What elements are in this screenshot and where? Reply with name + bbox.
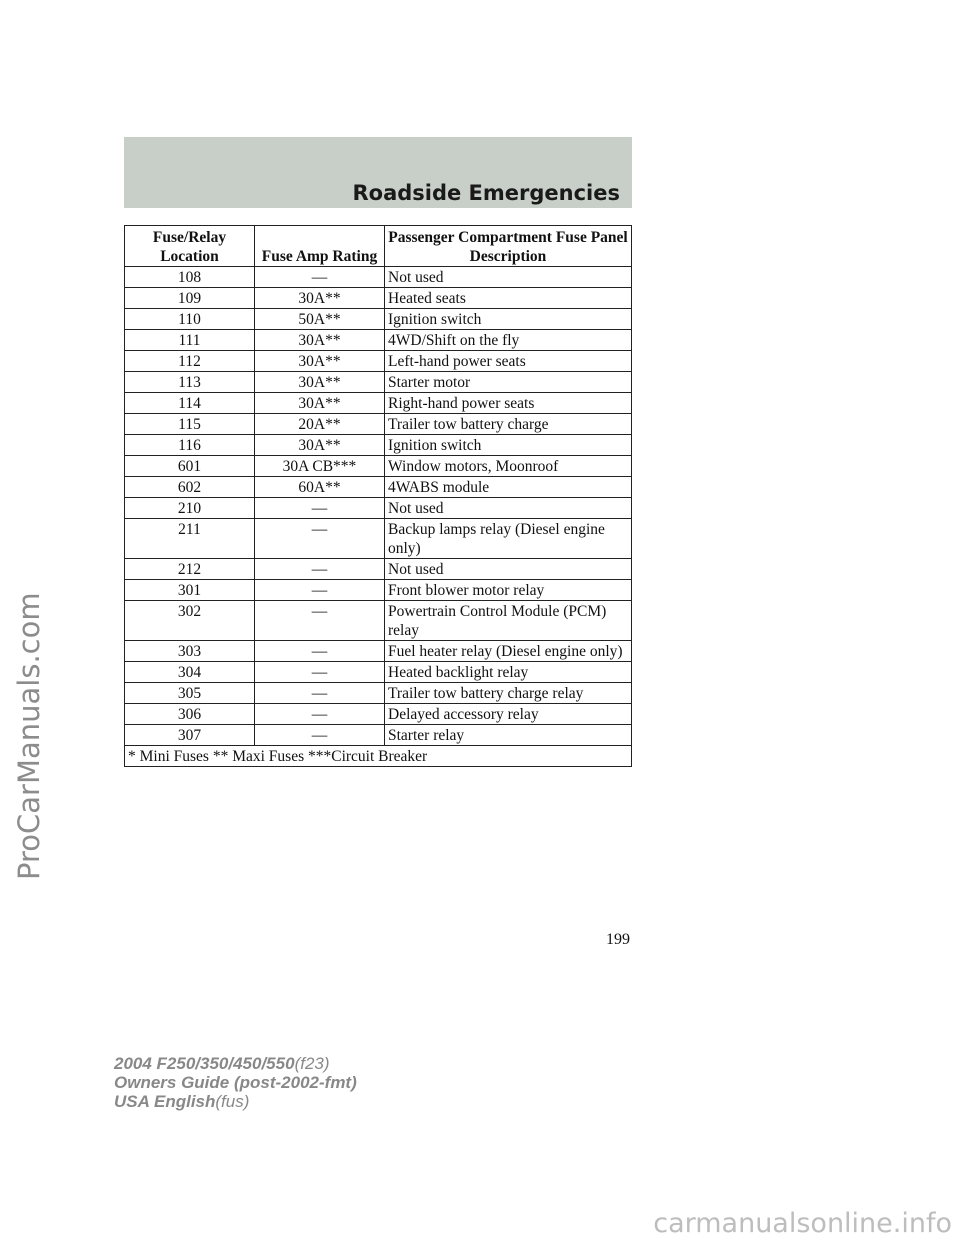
table-row (125, 498, 632, 519)
cell-amp-rating: 20A** (255, 414, 385, 435)
table-row (125, 309, 632, 330)
cell-amp-rating: 60A** (255, 477, 385, 498)
cell-amp-rating: 30A** (255, 288, 385, 309)
cell-description: Not used (385, 498, 632, 519)
cell-location: 111 (125, 330, 255, 351)
cell-description: Heated seats (385, 288, 632, 309)
cell-description: Right-hand power seats (385, 393, 632, 414)
section-title: Roadside Emergencies (352, 181, 620, 205)
table-row (125, 704, 632, 725)
cell-description: Left-hand power seats (385, 351, 632, 372)
cell-location: 109 (125, 288, 255, 309)
cell-description: Starter motor (385, 372, 632, 393)
table-row (125, 662, 632, 683)
table-row (125, 393, 632, 414)
cell-amp-rating: 30A** (255, 330, 385, 351)
cell-description: Window motors, Moonroof (385, 456, 632, 477)
cell-location: 108 (125, 267, 255, 288)
table-row (125, 580, 632, 601)
cell-description: Heated backlight relay (385, 662, 632, 683)
cell-description: Starter relay (385, 725, 632, 746)
table-row (125, 683, 632, 704)
footer-model-code: (f23) (294, 1054, 330, 1073)
cell-description: Ignition switch (385, 309, 632, 330)
watermark-procarmanuals: ProCarManuals.com (12, 592, 46, 880)
cell-location: 115 (125, 414, 255, 435)
cell-amp-rating: — (255, 704, 385, 725)
document-footer (114, 1054, 357, 1111)
cell-amp-rating: 30A CB*** (255, 456, 385, 477)
table-row (125, 559, 632, 580)
cell-description: Delayed accessory relay (385, 704, 632, 725)
table-row (125, 519, 632, 559)
watermark-carmanualsonline: carmanualsonline.info (653, 1208, 952, 1239)
cell-amp-rating: 30A** (255, 351, 385, 372)
table-footnote-row (125, 746, 632, 767)
cell-description: Trailer tow battery charge relay (385, 683, 632, 704)
footer-guide: Owners Guide (post-2002-fmt) (114, 1073, 357, 1092)
cell-amp-rating: 30A** (255, 393, 385, 414)
cell-location: 301 (125, 580, 255, 601)
cell-amp-rating: — (255, 601, 385, 641)
footer-model: 2004 F250/350/450/550 (114, 1054, 295, 1073)
cell-location: 211 (125, 519, 255, 559)
fuse-table (124, 225, 632, 767)
cell-description: 4WABS module (385, 477, 632, 498)
cell-amp-rating: — (255, 267, 385, 288)
cell-description: Fuel heater relay (Diesel engine only) (385, 641, 632, 662)
table-row (125, 435, 632, 456)
cell-location: 601 (125, 456, 255, 477)
table-row (125, 414, 632, 435)
cell-location: 307 (125, 725, 255, 746)
table-row (125, 267, 632, 288)
table-header-row (125, 226, 632, 267)
table-row (125, 351, 632, 372)
table-footnote: * Mini Fuses ** Maxi Fuses ***Circuit Breaker (125, 746, 632, 767)
cell-location: 112 (125, 351, 255, 372)
footer-language: USA English (114, 1092, 216, 1111)
cell-location: 116 (125, 435, 255, 456)
cell-description: 4WD/Shift on the fly (385, 330, 632, 351)
table-row (125, 288, 632, 309)
column-header-description: Passenger Compartment Fuse Panel Description (385, 226, 632, 267)
cell-description: Trailer tow battery charge (385, 414, 632, 435)
cell-description: Front blower motor relay (385, 580, 632, 601)
cell-location: 304 (125, 662, 255, 683)
cell-amp-rating: — (255, 641, 385, 662)
cell-location: 210 (125, 498, 255, 519)
table-row (125, 641, 632, 662)
cell-amp-rating: — (255, 683, 385, 704)
cell-location: 306 (125, 704, 255, 725)
cell-amp-rating: 30A** (255, 435, 385, 456)
cell-amp-rating: — (255, 580, 385, 601)
table-row (125, 477, 632, 498)
table-row (125, 601, 632, 641)
cell-amp-rating: — (255, 662, 385, 683)
cell-amp-rating: 50A** (255, 309, 385, 330)
cell-description: Powertrain Control Module (PCM) relay (385, 601, 632, 641)
cell-location: 113 (125, 372, 255, 393)
cell-description: Not used (385, 559, 632, 580)
cell-amp-rating: — (255, 725, 385, 746)
page-number: 199 (606, 931, 630, 948)
cell-amp-rating: — (255, 498, 385, 519)
column-header-amp-rating: Fuse Amp Rating (255, 226, 385, 267)
fuse-table-body (125, 267, 632, 746)
cell-location: 302 (125, 601, 255, 641)
cell-amp-rating: — (255, 559, 385, 580)
column-header-location: Fuse/Relay Location (125, 226, 255, 267)
cell-description: Not used (385, 267, 632, 288)
cell-location: 212 (125, 559, 255, 580)
cell-location: 110 (125, 309, 255, 330)
cell-location: 602 (125, 477, 255, 498)
cell-description: Ignition switch (385, 435, 632, 456)
cell-amp-rating: — (255, 519, 385, 559)
cell-location: 114 (125, 393, 255, 414)
section-header-band (124, 137, 632, 208)
cell-location: 305 (125, 683, 255, 704)
table-row (125, 456, 632, 477)
table-row (125, 330, 632, 351)
table-row (125, 725, 632, 746)
cell-amp-rating: 30A** (255, 372, 385, 393)
cell-description: Backup lamps relay (Diesel engine only) (385, 519, 632, 559)
cell-location: 303 (125, 641, 255, 662)
footer-language-code: (fus) (215, 1092, 250, 1111)
table-row (125, 372, 632, 393)
